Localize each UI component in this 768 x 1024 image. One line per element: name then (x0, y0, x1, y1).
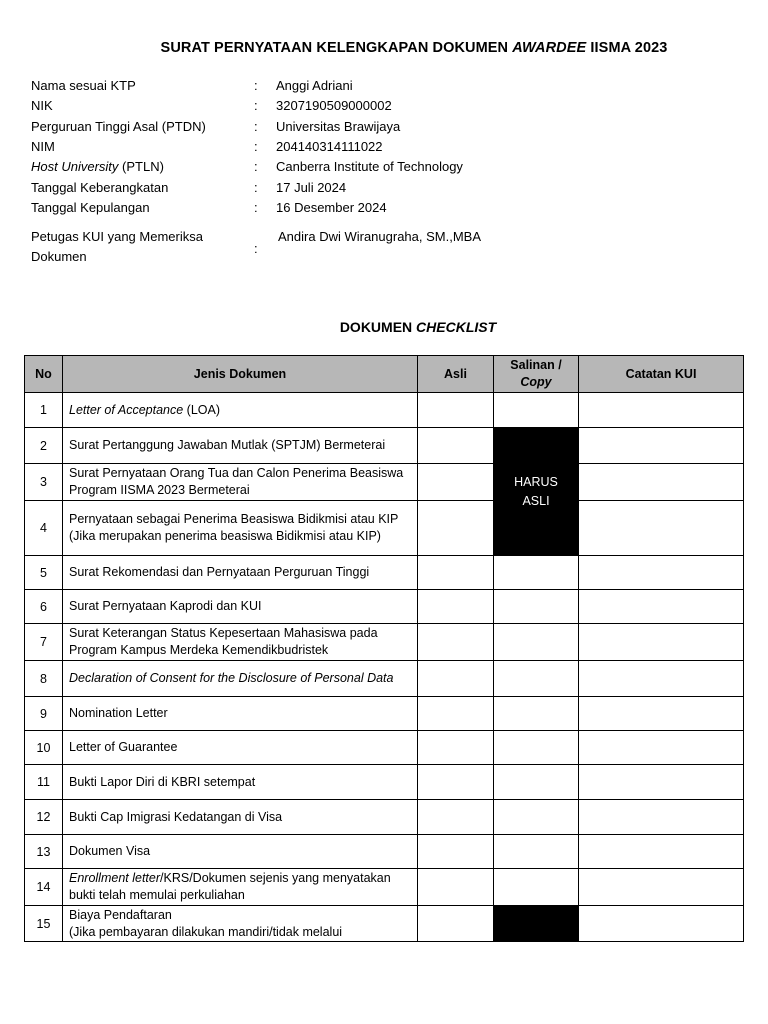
catatan-cell[interactable] (579, 661, 744, 697)
catatan-cell[interactable] (579, 835, 744, 869)
catatan-cell[interactable] (579, 697, 744, 731)
catatan-cell[interactable] (579, 428, 744, 464)
salinan-cell[interactable] (494, 731, 579, 765)
table-row: 11 Bukti Lapor Diri di KBRI setempat (25, 765, 744, 800)
asli-cell[interactable] (418, 624, 494, 661)
catatan-cell[interactable] (579, 556, 744, 590)
header-no: No (25, 356, 63, 393)
table-row: 4 Pernyataan sebagai Penerima Beasiswa Bidikmisi atau KIP (Jika merupakan penerima beasiswa Bidikmisi atau KIP) (25, 501, 744, 556)
table-row: 5 Surat Rekomendasi dan Pernyataan Perguruan Tinggi (25, 556, 744, 590)
table-row: 8 Declaration of Consent for the Disclosure of Personal Data (25, 661, 744, 697)
header-asli: Asli (418, 356, 494, 393)
table-row: 10 Letter of Guarantee (25, 731, 744, 765)
catatan-cell[interactable] (579, 393, 744, 428)
salinan-cell[interactable] (494, 661, 579, 697)
asli-cell[interactable] (418, 428, 494, 464)
ptdn-value: Universitas Brawijaya (276, 119, 401, 134)
document-title: SURAT PERNYATAAN KELENGKAPAN DOKUMEN AWARDEE IISMA 2023 (160, 40, 668, 56)
salinan-cell[interactable] (494, 800, 579, 835)
table-row: 6 Surat Pernyataan Kaprodi dan KUI (25, 590, 744, 624)
catatan-cell[interactable] (579, 464, 744, 501)
asli-cell[interactable] (418, 393, 494, 428)
checklist-table (24, 355, 744, 942)
table-row: 13 Dokumen Visa (25, 835, 744, 869)
catatan-cell[interactable] (579, 765, 744, 800)
salinan-cell[interactable] (494, 835, 579, 869)
table-row: 9 Nomination Letter (25, 697, 744, 731)
salinan-cell[interactable] (494, 697, 579, 731)
asli-cell[interactable] (418, 464, 494, 501)
asli-cell[interactable] (418, 731, 494, 765)
header-doc: Jenis Dokumen (63, 356, 418, 393)
nim-value: 204140314111022 (276, 139, 383, 154)
catatan-cell[interactable] (579, 624, 744, 661)
catatan-cell[interactable] (579, 869, 744, 906)
asli-cell[interactable] (418, 501, 494, 556)
salinan-cell[interactable] (494, 869, 579, 906)
salinan-cell[interactable] (494, 765, 579, 800)
harus-asli-block-small (494, 906, 579, 942)
asli-cell[interactable] (418, 800, 494, 835)
harus-asli-block: HARUS ASLI (494, 428, 579, 556)
table-row: 3 Surat Pernyataan Orang Tua dan Calon Penerima Beasiswa Program IISMA 2023 Bermeterai (25, 464, 744, 501)
asli-cell[interactable] (418, 697, 494, 731)
return-value: 16 Desember 2024 (276, 200, 387, 215)
salinan-cell[interactable] (494, 393, 579, 428)
asli-cell[interactable] (418, 765, 494, 800)
asli-cell[interactable] (418, 556, 494, 590)
table-row: 12 Bukti Cap Imigrasi Kedatangan di Visa (25, 800, 744, 835)
host-value: Canberra Institute of Technology (276, 159, 463, 174)
asli-cell[interactable] (418, 906, 494, 942)
table-row: 15 Biaya Pendaftaran (Jika pembayaran dilakukan mandiri/tidak melalui (25, 906, 744, 942)
salinan-cell[interactable] (494, 590, 579, 624)
salinan-cell[interactable] (494, 624, 579, 661)
table-row: 7 Surat Keterangan Status Kepesertaan Mahasiswa pada Program Kampus Merdeka Kemendikbudristek (25, 624, 744, 661)
departure-value: 17 Juli 2024 (276, 180, 347, 195)
catatan-cell[interactable] (579, 590, 744, 624)
header-salinan: Salinan / Copy (494, 356, 579, 393)
header-catatan: Catatan KUI (579, 356, 744, 393)
name-value: Anggi Adriani (276, 78, 353, 93)
asli-cell[interactable] (418, 661, 494, 697)
table-header-row (25, 356, 744, 393)
asli-cell[interactable] (418, 835, 494, 869)
asli-cell[interactable] (418, 869, 494, 906)
asli-cell[interactable] (418, 590, 494, 624)
table-row: 1 Letter of Acceptance (LOA) (25, 393, 744, 428)
catatan-cell[interactable] (579, 800, 744, 835)
salinan-cell[interactable] (494, 556, 579, 590)
catatan-cell[interactable] (579, 906, 744, 942)
table-row: 14 Enrollment letter/KRS/Dokumen sejenis yang menyatakan bukti telah memulai perkuliahan (25, 869, 744, 906)
table-row: 2 Surat Pertanggung Jawaban Mutlak (SPTJM) Bermeterai HARUS ASLI (25, 428, 744, 464)
checklist-title: DOKUMEN CHECKLIST (339, 319, 497, 335)
catatan-cell[interactable] (579, 501, 744, 556)
catatan-cell[interactable] (579, 731, 744, 765)
officer-value: Andira Dwi Wiranugraha, SM.,MBA (278, 229, 482, 244)
nik-value: 3207190509000002 (276, 98, 392, 113)
